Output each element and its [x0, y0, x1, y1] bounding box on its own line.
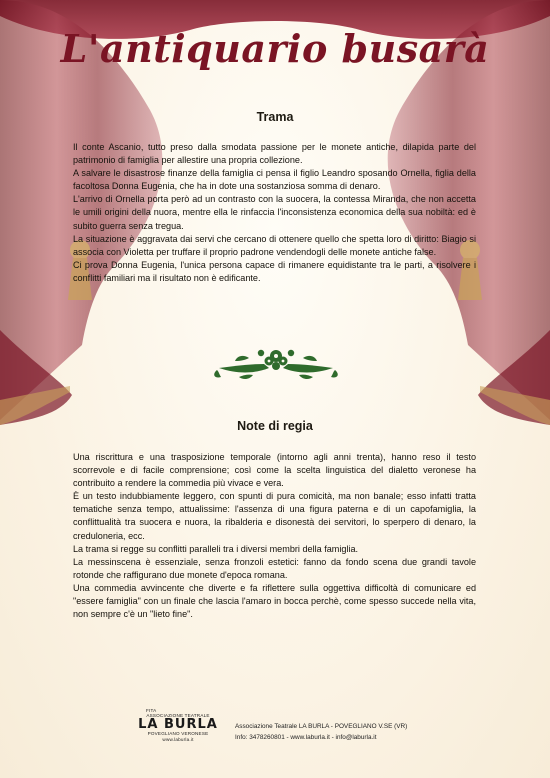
- note-paragraph: È un testo indubbiamente leggero, con spunti di pura comicità, ma non banale; esso infatti tratta tematiche senza tempo, attualissime: l'assenza di una figura paterna e di un capofamiglia, la conflittualità tra suocera e nuora, la ribalderia e disonestà dei servitori, lo sperpero di denaro, la creduloneria, ecc.: [73, 491, 476, 541]
- trama-paragraph: Il conte Ascanio, tutto preso dalla smodata passione per le monete antiche, dilapida parte del patrimonio di famiglia per allestire una propria collezione.: [73, 142, 476, 166]
- note-paragraph: La trama si regge su conflitti paralleli tra i diversi membri della famiglia.: [73, 543, 359, 554]
- logo-line-town: POVEGLIANO VERONESE: [147, 731, 209, 737]
- play-title: L'antiquario busarà: [60, 26, 490, 71]
- fita-badge: FITA: [146, 708, 157, 713]
- note-paragraph: Una commedia avvincente che diverte e fa riflettere sulla oggettiva difficoltà di comunicare ed "essere famiglia" con un finale che lascia l'amaro in bocca perchè, come spesso succede nella vita, non sempre c'è un "lieto fine".: [73, 582, 476, 620]
- logo-url: www.laburla.it: [162, 736, 194, 742]
- footer-contact-line: Info: 3478260801 - www.laburla.it - info@laburla.it: [235, 733, 377, 741]
- logo-line-association: ASSOCIAZIONE TEATRALE: [146, 713, 210, 719]
- trama-paragraph: La situazione è aggravata dai servi che cercano di ottenere quello che spetta loro di diritto: Biagio si associa con Violetta per truffare il proprio padrone vendendogli delle monete antiche false.: [73, 233, 476, 257]
- floral-ornament-icon: [209, 344, 343, 382]
- trama-heading: Trama: [256, 110, 294, 124]
- trama-body: [73, 141, 476, 285]
- footer-contacts: [235, 722, 455, 743]
- trama-paragraph: Ci prova Donna Eugenia, l'unica persona capace di rimanere equidistante tra le parti, a risolvere i conflitti familiari ma il risultato non è edificante.: [73, 259, 476, 283]
- la-burla-logo: [132, 708, 224, 746]
- note-body: [73, 451, 476, 621]
- footer-address: Associazione Teatrale LA BURLA - POVEGLIANO V.SE (VR): [235, 723, 408, 730]
- trama-paragraph: A salvare le disastrose finanze della famiglia ci pensa il figlio Leandro sposando Ornella, figlia della facoltosa Donna Eugenia, che ha in dote una sostanziosa somma di denaro.: [73, 168, 476, 192]
- logo-name: LA BURLA: [138, 717, 218, 733]
- note-paragraph: Una riscrittura e una trasposizione temporale (intorno agli anni trenta), hanno reso il testo scorrevole e di facile comprensione; così come la scelta linguistica del dialetto veronese ha contribuito a rendere la commedia più vivace e vera.: [73, 452, 476, 489]
- note-paragraph: La messinscena è essenziale, senza fronzoli estetici: fanno da fondo scena due grandi tavole rotonde che raffigurano due monete d'epoca romana.: [73, 556, 476, 580]
- trama-paragraph: L'arrivo di Ornella porta però ad un contrasto con la suocera, la contessa Miranda, che non accetta le umili origini della nuora, mentre ella le rinfaccia l'inconsistenza economica della sua nobiltà: ed è subito guerra senza tregua.: [73, 194, 476, 231]
- note-heading: Note di regia: [237, 419, 313, 433]
